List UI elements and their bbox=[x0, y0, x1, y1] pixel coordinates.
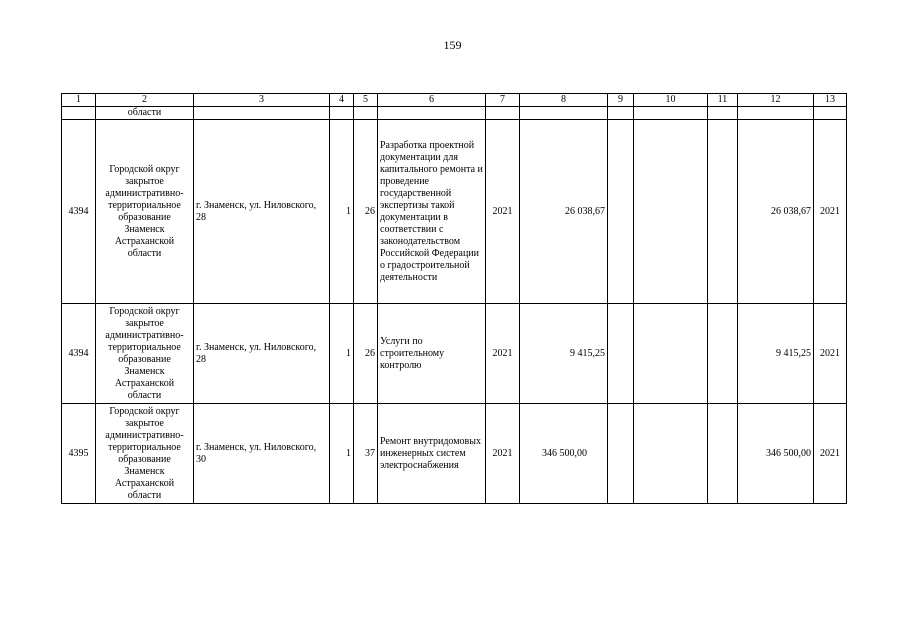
table-cell: области bbox=[96, 107, 194, 120]
work-type: Услуги по строительному контролю bbox=[378, 304, 486, 404]
municipality: Городской округ закрытое административно-территориальное образование Знаменск Астраханской области bbox=[96, 304, 194, 404]
municipality: Городской округ закрытое административно-территориальное образование Знаменск Астраханской области bbox=[96, 404, 194, 504]
total-cost: 346 500,00 bbox=[738, 404, 814, 504]
col10-value bbox=[634, 120, 708, 304]
year: 2021 bbox=[486, 120, 520, 304]
header-cell: 13 bbox=[814, 94, 847, 107]
col11-value bbox=[708, 304, 738, 404]
completion-year: 2021 bbox=[814, 404, 847, 504]
col11-value bbox=[708, 404, 738, 504]
cost: 9 415,25 bbox=[520, 304, 608, 404]
total-cost: 26 038,67 bbox=[738, 120, 814, 304]
table-row bbox=[62, 120, 847, 304]
table-cell bbox=[814, 107, 847, 120]
header-cell: 11 bbox=[708, 94, 738, 107]
header-cell: 4 bbox=[330, 94, 354, 107]
col4-value: 1 bbox=[330, 304, 354, 404]
table-cell bbox=[62, 107, 96, 120]
header-cell: 7 bbox=[486, 94, 520, 107]
table-cell bbox=[330, 107, 354, 120]
header-cell: 5 bbox=[354, 94, 378, 107]
total-cost: 9 415,25 bbox=[738, 304, 814, 404]
table-cell bbox=[354, 107, 378, 120]
column-number-row bbox=[62, 94, 847, 107]
continuation-row bbox=[62, 107, 847, 120]
col11-value bbox=[708, 120, 738, 304]
table-row bbox=[62, 304, 847, 404]
row-number: 4395 bbox=[62, 404, 96, 504]
header-cell: 10 bbox=[634, 94, 708, 107]
year: 2021 bbox=[486, 304, 520, 404]
address: г. Знаменск, ул. Ниловского, 28 bbox=[194, 120, 330, 304]
address: г. Знаменск, ул. Ниловского, 30 bbox=[194, 404, 330, 504]
table-cell bbox=[738, 107, 814, 120]
cost: 26 038,67 bbox=[520, 120, 608, 304]
col9-value bbox=[608, 304, 634, 404]
header-cell: 3 bbox=[194, 94, 330, 107]
cost: 346 500,00 bbox=[520, 404, 608, 504]
work-type: Ремонт внутридомовых инженерных систем электроснабжения bbox=[378, 404, 486, 504]
year: 2021 bbox=[486, 404, 520, 504]
table-cell bbox=[634, 107, 708, 120]
page-number: 159 bbox=[443, 38, 462, 52]
col4-value: 1 bbox=[330, 404, 354, 504]
header-cell: 9 bbox=[608, 94, 634, 107]
table-cell bbox=[708, 107, 738, 120]
table-row bbox=[62, 404, 847, 504]
table-cell bbox=[486, 107, 520, 120]
capital-repair-table bbox=[61, 93, 847, 504]
completion-year: 2021 bbox=[814, 120, 847, 304]
col5-value: 26 bbox=[354, 304, 378, 404]
col10-value bbox=[634, 304, 708, 404]
col10-value bbox=[634, 404, 708, 504]
col4-value: 1 bbox=[330, 120, 354, 304]
header-cell: 8 bbox=[520, 94, 608, 107]
header-cell: 12 bbox=[738, 94, 814, 107]
col9-value bbox=[608, 404, 634, 504]
table-cell bbox=[378, 107, 486, 120]
col5-value: 26 bbox=[354, 120, 378, 304]
header-cell: 6 bbox=[378, 94, 486, 107]
row-number: 4394 bbox=[62, 120, 96, 304]
table-cell bbox=[194, 107, 330, 120]
work-type: Разработка проектной документации для капитального ремонта и проведение государственной экспертизы такой документации в соответствии с законодательством Российской Федерации о градостроительной деятельности bbox=[378, 120, 486, 304]
col9-value bbox=[608, 120, 634, 304]
table-cell bbox=[520, 107, 608, 120]
row-number: 4394 bbox=[62, 304, 96, 404]
municipality: Городской округ закрытое административно-территориальное образование Знаменск Астраханской области bbox=[96, 120, 194, 304]
header-cell: 1 bbox=[62, 94, 96, 107]
header-cell: 2 bbox=[96, 94, 194, 107]
table-cell bbox=[608, 107, 634, 120]
address: г. Знаменск, ул. Ниловского, 28 bbox=[194, 304, 330, 404]
col5-value: 37 bbox=[354, 404, 378, 504]
completion-year: 2021 bbox=[814, 304, 847, 404]
